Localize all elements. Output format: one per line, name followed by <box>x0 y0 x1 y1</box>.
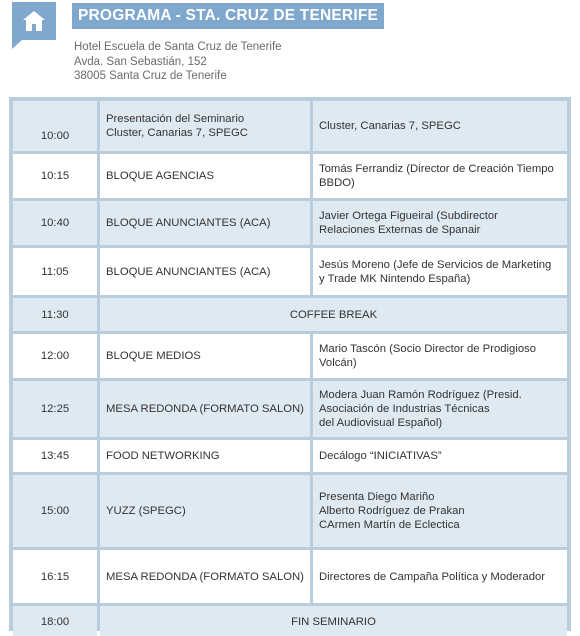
table-row <box>13 475 567 547</box>
speaker-cell <box>313 381 567 437</box>
activity-line: BLOQUE ANUNCIANTES (ACA) <box>106 265 271 278</box>
address-line: 38005 Santa Cruz de Tenerife <box>74 70 227 82</box>
activity-line: BLOQUE ANUNCIANTES (ACA) <box>106 217 271 229</box>
table-row <box>13 154 567 198</box>
speaker-line: Relaciones Externas de Spanair <box>319 224 481 236</box>
time-cell: 12:00 <box>13 334 97 378</box>
activity-cell <box>100 381 310 437</box>
time-cell: 12:25 <box>13 381 97 437</box>
speaker-line: del Audiovisual Español) <box>319 417 443 429</box>
time-cell: 11:30 <box>13 298 97 331</box>
speaker-line: Directores de Campaña Política y Moderador <box>319 570 546 583</box>
time-cell: 10:40 <box>13 201 97 245</box>
schedule-table <box>9 97 571 631</box>
speaker-line: Decálogo “INICIATIVAS” <box>319 450 442 462</box>
speaker-line: Modera Juan Ramón Rodríguez (Presid. <box>319 389 522 401</box>
activity-line: Presentación del Seminario <box>106 113 245 125</box>
table-row <box>13 201 567 245</box>
time-cell: 18:00 <box>13 606 97 636</box>
time-cell: 10:15 <box>13 154 97 198</box>
activity-cell <box>100 201 310 245</box>
activity-line: BLOQUE AGENCIAS <box>106 170 214 182</box>
activity-line: FOOD NETWORKING <box>106 450 220 462</box>
activity-line: YUZZ (SPEGC) <box>106 505 186 517</box>
speaker-line: Presenta Diego Mariño <box>319 491 435 503</box>
time-cell: 13:45 <box>13 440 97 472</box>
activity-cell <box>100 154 310 198</box>
speaker-line: Mario Tascón (Socio Director de Prodigioso <box>319 343 537 355</box>
speaker-cell <box>313 101 567 151</box>
table-row <box>13 550 567 603</box>
speaker-line: Jesús Moreno (Jefe de Servicios de Marketing <box>319 258 552 271</box>
speaker-line: Tomás Ferrandiz (Director de Creación Tiempo <box>319 163 554 175</box>
table-row <box>13 440 567 472</box>
speaker-cell <box>313 154 567 198</box>
activity-cell <box>100 334 310 378</box>
speaker-line: Alberto Rodríguez de Prakan <box>319 505 465 517</box>
home-icon <box>22 10 46 32</box>
break-cell: FIN SEMINARIO <box>100 606 567 636</box>
speaker-line: Cluster, Canarias 7, SPEGC <box>319 120 461 132</box>
page-title: PROGRAMA - STA. CRUZ DE TENERIFE <box>72 3 384 29</box>
speaker-line: CArmen Martín de Eclectica <box>319 519 460 531</box>
activity-cell <box>100 550 310 603</box>
activity-cell <box>100 475 310 547</box>
activity-line: Cluster, Canarias 7, SPEGC <box>106 127 248 139</box>
speaker-cell <box>313 440 567 472</box>
table-row <box>13 298 567 331</box>
table-row <box>13 334 567 378</box>
address-line: Avda. San Sebastián, 152 <box>74 55 207 68</box>
speaker-line: y Trade MK Nintendo España) <box>319 272 471 285</box>
table-row <box>13 606 567 636</box>
speaker-cell <box>313 550 567 603</box>
speaker-cell <box>313 201 567 245</box>
venue-address <box>74 40 282 84</box>
time-cell: 16:15 <box>13 550 97 603</box>
activity-line: MESA REDONDA (FORMATO SALON) <box>106 403 304 415</box>
speaker-line: Volcán) <box>319 357 357 369</box>
table-row <box>13 101 567 151</box>
activity-cell <box>100 440 310 472</box>
time-cell: 15:00 <box>13 475 97 547</box>
speaker-line: Asociación de Industrias Técnicas <box>319 403 490 415</box>
speaker-cell <box>313 475 567 547</box>
header <box>0 0 580 92</box>
activity-cell <box>100 248 310 295</box>
table-row <box>13 248 567 295</box>
speaker-cell <box>313 334 567 378</box>
table-row <box>13 381 567 437</box>
speaker-line: Javier Ortega Figueiral (Subdirector <box>319 210 498 222</box>
activity-cell <box>100 101 310 151</box>
home-badge[interactable] <box>12 2 56 40</box>
address-line: Hotel Escuela de Santa Cruz de Tenerife <box>74 41 282 53</box>
speaker-cell <box>313 248 567 295</box>
activity-line: MESA REDONDA (FORMATO SALON) <box>106 570 304 583</box>
time-cell: 11:05 <box>13 248 97 295</box>
break-cell: COFFEE BREAK <box>100 298 567 331</box>
time-cell: 10:00 <box>13 101 97 151</box>
activity-line: BLOQUE MEDIOS <box>106 350 201 362</box>
speaker-line: BBDO) <box>319 177 355 189</box>
